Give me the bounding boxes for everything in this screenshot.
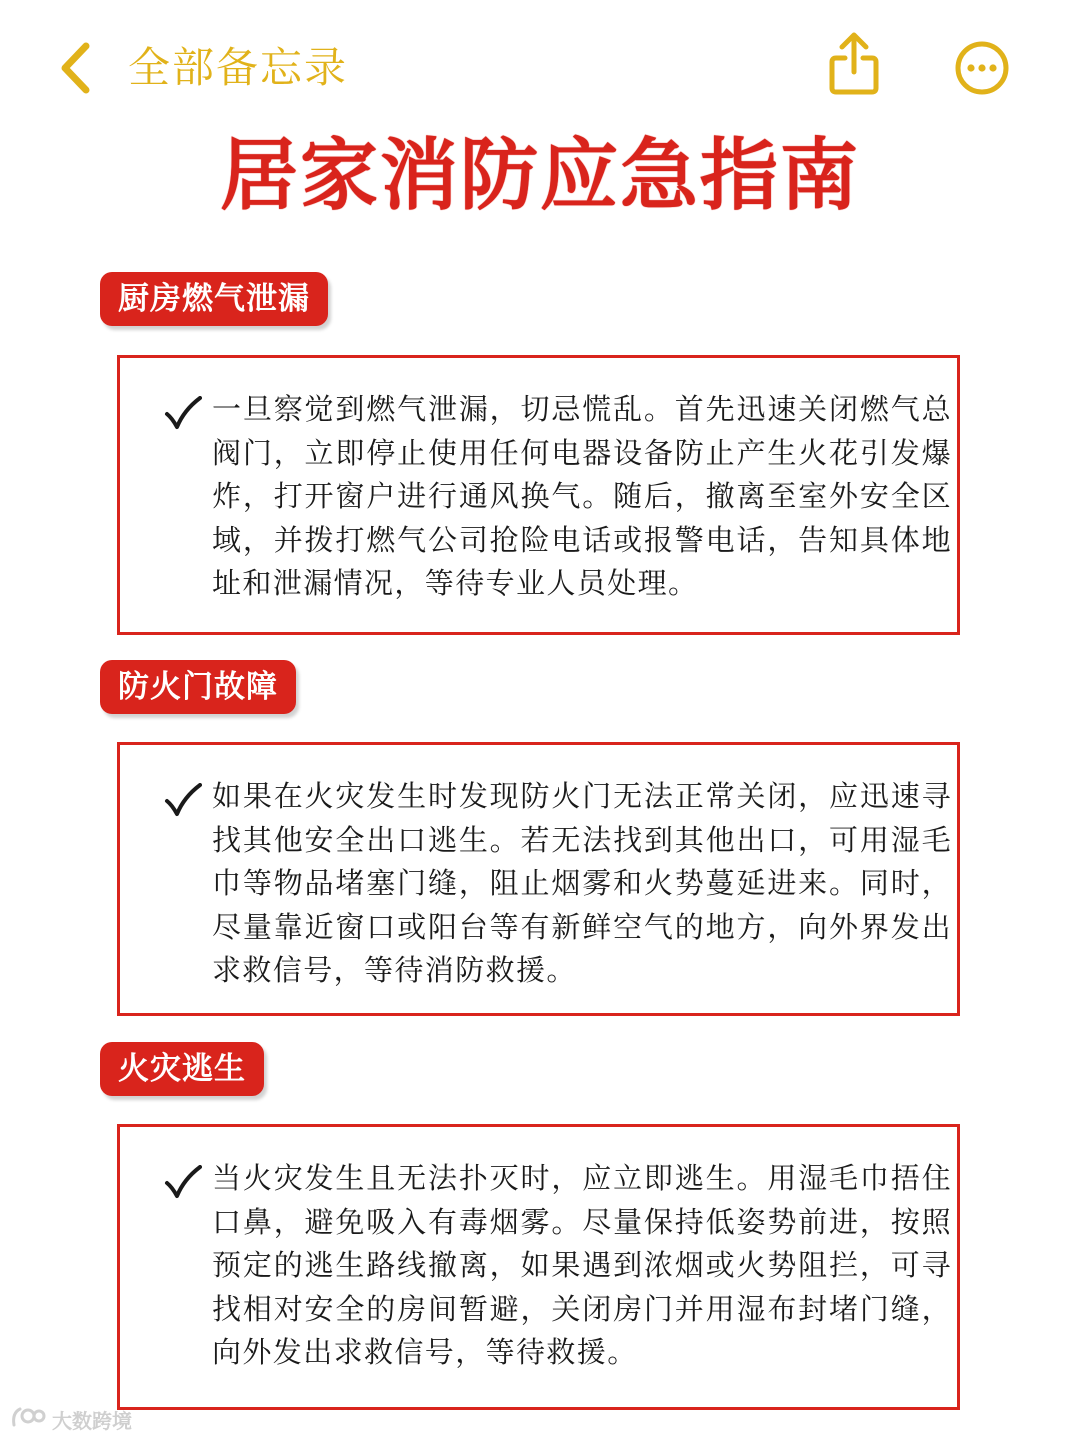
more-icon: [954, 81, 1010, 100]
section-text: 一旦察觉到燃气泄漏，切忌慌乱。首先迅速关闭燃气总阀门，立即停止使用任何电器设备防止产生火花引发爆炸，打开窗户进行通风换气。随后，撤离至室外安全区域，并拨打燃气公司抢险电话或报警电话，告知具体地址和泄漏情况，等待专业人员处理。: [212, 392, 952, 600]
watermark: [10, 1404, 132, 1434]
share-icon: [826, 85, 882, 104]
back-label: 全部备忘录: [128, 43, 349, 92]
page-title: 居家消防应急指南: [219, 131, 860, 221]
checkmark-icon: [164, 783, 202, 817]
chevron-left-icon: [60, 42, 90, 94]
back-button[interactable]: [60, 36, 348, 100]
section-card-fire-door: [117, 742, 960, 1016]
watermark-text: 大数跨境: [52, 1408, 132, 1433]
section-heading-gas-leak: 厨房燃气泄漏: [100, 272, 328, 326]
nav-bar: [0, 0, 1080, 130]
section-text: 如果在火灾发生时发现防火门无法正常关闭，应迅速寻找其他安全出口逃生。若无法找到其他出口，可用湿毛巾等物品堵塞门缝，阻止烟雾和火势蔓延进来。同时，尽量靠近窗口或阳台等有新鲜空气的地方，向外界发出求救信号，等待消防救援。: [212, 779, 952, 987]
watermark-logo-icon: [10, 1405, 52, 1434]
more-button[interactable]: [954, 40, 1010, 96]
section-heading-fire-escape: 火灾逃生: [100, 1042, 264, 1096]
section-text: 当火灾发生且无法扑灭时，应立即逃生。用湿毛巾捂住口鼻，避免吸入有毒烟雾。尽量保持低姿势前进，按照预定的逃生路线撤离，如果遇到浓烟或火势阻拦，可寻找相对安全的房间暂避，关闭房门并用湿布封堵门缝，向外发出求救信号，等待救援。: [212, 1161, 952, 1369]
checkmark-icon: [164, 396, 202, 430]
section-heading-fire-door: 防火门故障: [100, 660, 296, 714]
share-button[interactable]: [826, 30, 882, 100]
checkmark-icon: [164, 1165, 202, 1199]
section-card-gas-leak: [117, 355, 960, 635]
section-card-fire-escape: [117, 1124, 960, 1410]
